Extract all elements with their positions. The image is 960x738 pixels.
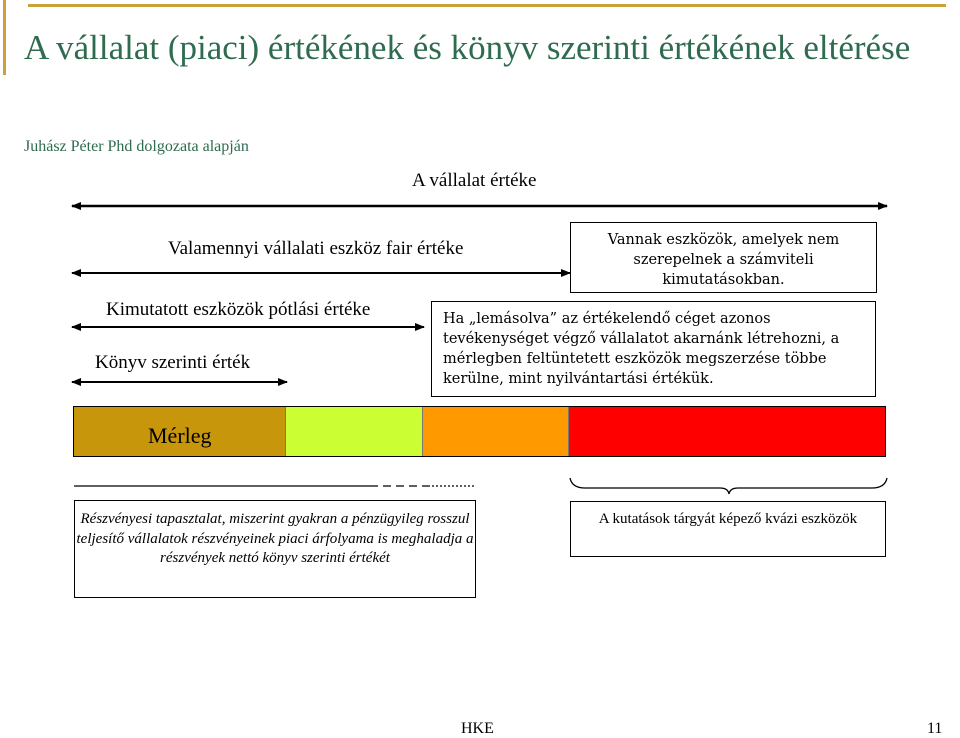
investor-experience-box: Részvényesi tapasztalat, miszerint gyakran a pénzügyileg rosszul teljesítő vállalatok részvényeinek piaci árfolyama is meghaladja a részvények nettó könyv szerinti értékét: [74, 500, 476, 598]
page-subtitle: Juhász Péter Phd dolgozata alapján: [24, 138, 249, 155]
bar-segment-replacement-value: [286, 407, 423, 456]
research-subject-box: A kutatások tárgyát képező kvázi eszközök: [570, 501, 886, 557]
bar-segment-fair-value: [423, 407, 569, 456]
page-title: A vállalat (piaci) értékének és könyv szerinti értékének eltérése: [24, 28, 911, 67]
right-brace: [570, 478, 887, 494]
balance-sheet-label: Mérleg: [148, 423, 212, 448]
bar-segment-intangible: [569, 407, 885, 456]
book-value-label: Könyv szerinti érték: [95, 352, 251, 373]
replacement-value-label: Kimutatott eszközök pótlási értéke: [106, 299, 371, 320]
copy-company-box: Ha „lemásolva” az értékelendő céget azonos tevékenységet végző vállalatot akarnánk létrehozni, a mérlegben feltüntetett eszközök megszerzése többe kerülne, mint nyilvántartási értékük.: [431, 301, 876, 397]
company-value-label: A vállalat értéke: [412, 170, 537, 191]
footer-label: HKE: [461, 720, 494, 737]
unrecorded-assets-box: Vannak eszközök, amelyek nem szerepelnek a számviteli kimutatásokban.: [570, 222, 877, 293]
fair-value-label: Valamennyi vállalati eszköz fair értéke: [168, 238, 464, 259]
page-number: 11: [927, 720, 943, 737]
